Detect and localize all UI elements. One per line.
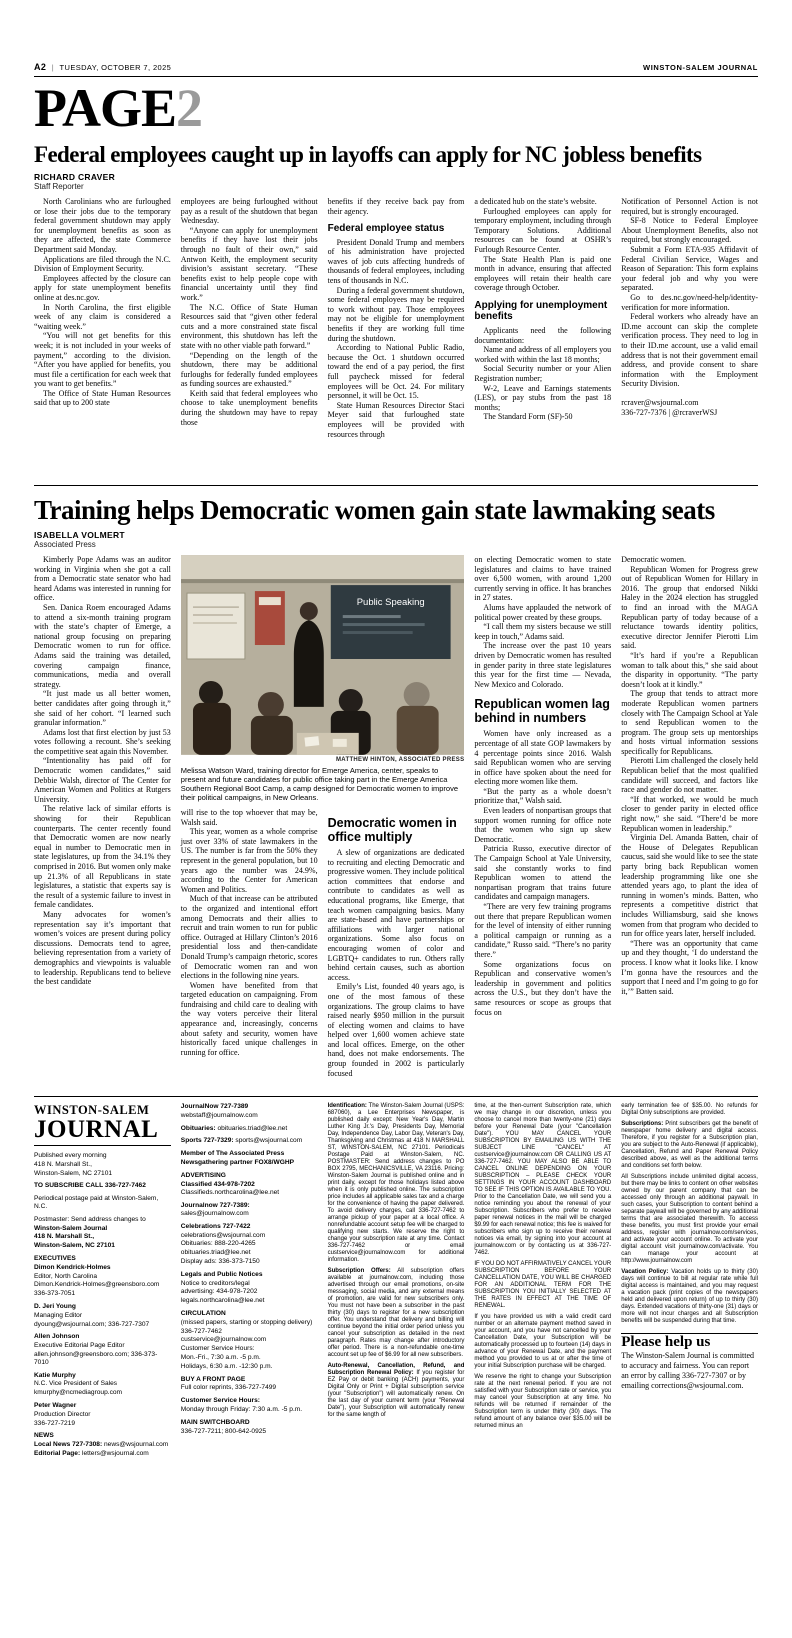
text-line: Applicants need the following documentation: bbox=[474, 325, 612, 345]
text-line: Celebrations 727-7422 bbox=[180, 1222, 251, 1230]
photo-screen-text: Public Speaking bbox=[356, 597, 425, 609]
column-text bbox=[34, 197, 171, 408]
reporter-phone: 336-727-7376 | @rcraverWSJ bbox=[621, 407, 718, 417]
text-line: 336-727-7219 bbox=[34, 1419, 76, 1427]
text-line: Applications are filed through the N.C. Division of Employment Security. bbox=[34, 254, 171, 274]
text-line: Full color reprints, 336-727-7499 bbox=[180, 1384, 277, 1392]
text-line: Katie Murphy bbox=[34, 1371, 76, 1379]
text-line: Alums have applauded the network of political power created by these groups. bbox=[474, 602, 612, 622]
text-line: Patricia Russo, executive director of The Campaign School at Yale University, said she constantly works to find Republican women to attend the nonpartisan program that trains future candidates and campaign managers. bbox=[474, 844, 612, 902]
footer-column-4 bbox=[474, 1103, 611, 1463]
text-line: The State Health Plan is paid one month in advance, ensuring that affected employees will retain their health care coverage through October. bbox=[474, 254, 612, 293]
text-line: Customer Service Hours: bbox=[180, 1345, 255, 1353]
text-line: The N.C. Office of State Human Resources said that “given other federal cuts and a more constrained state fiscal environment, this shutdown has left the state with no other viable path forward.” bbox=[180, 302, 318, 350]
text-line: JournalNow 727-7389 bbox=[180, 1103, 249, 1110]
text-line: “There are very few training programs out there that prepare Republican women for the level of intensity of either running a political campaign or running as a candidate,” Russo said. “There’s no parity there.” bbox=[474, 902, 612, 959]
text-line: Editorial Page: letters@wsjournal.com bbox=[34, 1449, 149, 1457]
text-line: benefits if they receive back pay from their agency. bbox=[327, 197, 465, 216]
text-line: Auto-Renewal, Cancellation, Refund, and Subscription Renewal Policy: If you register for EZ Pay or debit banking (ACH) payments, your Digital Only or Print + Digital subscription service (your "Subscription") will automatically renew. On the last day of your current term (your "Renewal Date"), your Subscription will automatically renew for the same length of bbox=[327, 1363, 465, 1418]
text-line: Pierotti Lim challenged the closely held Republican belief that the most qualified candidate will succeed, and factors like race and gender do not matter. bbox=[621, 756, 758, 795]
text-line: a dedicated hub on the state’s website. bbox=[474, 197, 597, 206]
article1-column-5 bbox=[621, 197, 758, 477]
text-line: If you have provided us with a valid credit card number or an alternate payment method saved in your account, and you have not cancelled by your Cancellation Date, your Subscription will be automatically processed up to fourteen (14) days in advance of your Renewal Date, and the payment method you provided to us at or after the time of your initial Subscription purchase will be charged. bbox=[474, 1314, 612, 1369]
text-line: Peter Wagner bbox=[34, 1401, 77, 1409]
photo-credit: MATTHEW HINTON, ASSOCIATED PRESS bbox=[336, 757, 465, 763]
text-line: The relative lack of similar efforts is showing for their Republican counterparts. The center recently found that Democratic women are now nearly equal in number to Democratic men in state legislatures, up from the 34.1% they comprised in 2016. But women only make up 21.3% of all Republicans in state legislatures, a statistic that experts say is the result of a systemic failure to invest in female candidates. bbox=[34, 804, 171, 910]
footer-section bbox=[181, 1419, 318, 1436]
article1-column-1 bbox=[34, 197, 171, 477]
text-line: Subscription Offers: All subscription offers available at journalnow.com, including those advertised through our email promotions, on-site messaging, social media, and any external means of promotion, are valid for new subscribers only. You must not have been a subscriber in the past thirty (30) days to register for a new subscription offer. You understand that delivery and billing will continue beyond the initial order period unless you cancel your subscription as detailed in the next paragraph. Rates may change after introductory offer period. There is a non-refundable one-time account set up fee of $6.99 for all new subscribers. bbox=[327, 1268, 465, 1358]
footer-section bbox=[34, 1333, 171, 1366]
text-line: A slew of organizations are dedicated to recruiting and electing Democratic and progressive women. They include political action committees that endorse and contribute to candidates as well as educational programs, like Emerge, that teach women campaigning basics. Many are state-based and have partnerships or affiliations with larger national organizations. Some also focus on encouraging women of color and LGBTQ+ candidates to run. Others rally behind certain causes, such as abortion access. bbox=[327, 848, 465, 982]
footer-section-header: Customer Service Hours: bbox=[180, 1397, 260, 1405]
reporter-contact bbox=[621, 398, 758, 418]
text-line: Notification of Personnel Action is not required, but is strongly encouraged. bbox=[621, 197, 758, 216]
text-line: “It just made us all better women, better candidates after going through it,” she said of her cohort. “I learned such granular information.” bbox=[34, 689, 171, 728]
text-line: “I call them my sisters because we still keep in touch,” Adams said. bbox=[474, 622, 612, 641]
text-line: This year, women as a whole comprise just over 33% of state lawmakers in the US. The number is far from the 50% they represent in the general population, but 10 years ago the number was 24.9%, according to the Center for American Women and Politics. bbox=[180, 827, 318, 894]
footer-section bbox=[181, 1202, 318, 1218]
text-line: Notice to creditors/legal bbox=[180, 1279, 250, 1287]
footer-section-header: CIRCULATION bbox=[180, 1309, 226, 1317]
text-line: Go to des.nc.gov/need-help/identity-verification for more information. bbox=[621, 292, 758, 312]
column-text bbox=[474, 326, 611, 422]
article1-subhead-status: Federal employee status bbox=[327, 223, 445, 235]
article2-column-3 bbox=[328, 808, 465, 1078]
text-line: The Standard Form (SF)-50 bbox=[483, 412, 573, 422]
text-line: 336-727-7211; 800-642-0925 bbox=[180, 1427, 267, 1435]
text-line: webstaff@journalnow.com bbox=[180, 1111, 258, 1119]
text-line: “If that worked, we would be much closer to gender parity in elected office right now,” she said. “There’d be more Republican women in leadership.” bbox=[621, 794, 758, 833]
footer-section bbox=[181, 1376, 318, 1393]
text-line: Executive Editorial Page Editor bbox=[34, 1342, 125, 1350]
footer-logo-top: WINSTON-SALEM bbox=[34, 1103, 150, 1117]
text-line: Obituaries: obituaries.triad@lee.net bbox=[180, 1124, 288, 1132]
text-line: 418 N. Marshall St., bbox=[34, 1233, 95, 1241]
text-line: Member of The Associated Press bbox=[180, 1150, 285, 1158]
red-banner bbox=[255, 591, 285, 645]
text-line: “Intentionality has paid off for Democratic women candidates,” said Debbie Walsh, director of The Center for American Women and Politics at Rutgers University. bbox=[34, 756, 171, 804]
footer-legal-cancellation bbox=[474, 1103, 611, 1430]
text-line: We reserve the right to change your Subscription rate at the next renewal period. If you are not satisfied with your Subscription rate or service, you may cancel your Subscription at any time. No refunds will be returned if remainder of the Subscription term is under thirty (30) days. The refund amount of any balance over $35.00 will be returned minus an bbox=[474, 1374, 612, 1429]
text-line: Democratic women. bbox=[621, 555, 687, 564]
byline-author: RICHARD CRAVER bbox=[34, 172, 116, 182]
text-line: Social Security number or your Alien Registration number; bbox=[474, 364, 612, 383]
footer-section-header: Legals and Public Notices bbox=[180, 1270, 263, 1278]
article2-subhead-democratic: Democratic women in office multiply bbox=[327, 816, 457, 844]
text-line: dyoung@wsjournal.com; 336-727-7307 bbox=[34, 1320, 150, 1328]
footer-section-header: ADVERTISING bbox=[180, 1171, 226, 1179]
projection-screen bbox=[331, 585, 451, 659]
text-line: “You will not get benefits for this week; it is not included in your weeks of payment,” according to the division. “After you have applied for benefits, you must file a certification for each week that you want to get benefits.” bbox=[34, 331, 171, 389]
text-line: Sports 727-7329: sports@wsjournal.com bbox=[180, 1137, 303, 1145]
text-line: custservice@journalnow.com bbox=[180, 1336, 267, 1344]
text-line: Many advocates for women’s representation say it’s important that women’s voices are present during policy discussions. Democrats tend to agree, believing representation from a variety of demographics and viewpoints is valuable to leadership. Republicans tend to believe the best candidate bbox=[34, 909, 171, 987]
text-line: State Human Resources Director Staci Meyer said that furloughed state employees will be provided with resources through bbox=[327, 400, 465, 439]
text-line: N.C. Vice President of Sales bbox=[34, 1380, 118, 1388]
text-line: North Carolinians who are furloughed or lose their jobs due to the temporary federal government shutdown may apply for unemployment benefits as soon as they are affected, the state Commerce Department said Monday. bbox=[34, 197, 171, 254]
footer-section bbox=[34, 1182, 171, 1190]
text-line: Winston-Salem, NC 27101 bbox=[34, 1242, 115, 1250]
text-line: celebrations@wsjournal.com bbox=[180, 1231, 266, 1239]
footer-section-header: BUY A FRONT PAGE bbox=[180, 1375, 246, 1383]
text-line: allen.johnson@greensboro.com; 336-373-7010 bbox=[34, 1350, 158, 1366]
column-text bbox=[181, 808, 318, 1057]
text-line: Obituaries: 888-220-4265 bbox=[180, 1240, 256, 1248]
folio-separator: | bbox=[51, 63, 55, 72]
text-line: will rise to the top whoever that may be, Walsh said. bbox=[180, 808, 318, 827]
text-line: In North Carolina, the first eligible week of any claim is considered a “waiting week.” bbox=[34, 302, 171, 331]
column-text bbox=[474, 555, 611, 689]
text-line: Some organizations focus on Republican and conservative women’s leadership in government and politics across the U.S., but they don’t have the same resources or scope as groups that focus on bbox=[474, 959, 612, 1017]
article1-column-2 bbox=[181, 197, 318, 477]
text-line: “There was an opportunity that came up and they thought, ‘I do understand the process. I know what it looks like. I know I’m gonna have the resources and the support that I need and I’m going to go for it,’” Batten said. bbox=[621, 938, 758, 996]
text-line: “Anyone can apply for unemployment benefits if they have lost their jobs through no fault of their own,” said Antwon Keith, the employment security division’s assistant secretary. “These benefits exist to help people cope with financial uncertainty until they find work.” bbox=[180, 225, 318, 302]
text-line: obituaries.triad@lee.net bbox=[180, 1249, 251, 1257]
text-line: Monday through Friday: 7:30 a.m. -5 p.m. bbox=[180, 1405, 303, 1413]
text-line: Periodical postage paid at Winston-Salem, N.C. bbox=[34, 1195, 159, 1210]
footer-section bbox=[181, 1271, 318, 1305]
text-line: (missed papers, starting or stopping delivery) bbox=[180, 1318, 313, 1326]
text-line: Journalnow 727-7389: sales@journalnow.com bbox=[180, 1202, 250, 1217]
text-line: Classified 434-978-7202 bbox=[180, 1180, 255, 1188]
text-line: 336-373-7051 bbox=[34, 1290, 76, 1298]
column-text bbox=[621, 555, 758, 996]
text-line: on electing Democratic women to state legislatures and claims to have trained over 6,500 women, with around 1,200 currently serving in office. It has branches in 27 states. bbox=[474, 555, 612, 603]
please-help-us-text: The Winston-Salem Journal is committed to accuracy and fairness. You can report an error by calling 336-727-7307 or by emailing corrections@wsjournal.com. bbox=[621, 1350, 755, 1390]
footer-section bbox=[181, 1223, 318, 1266]
text-line: Allen Johnson bbox=[34, 1333, 80, 1341]
article2-column-4 bbox=[474, 555, 611, 1090]
column-text bbox=[621, 197, 758, 389]
footer-section bbox=[34, 1432, 171, 1457]
text-line: The increase over the past 10 years driven by Democratic women has resulted in gender parity in three state legislatures this year for the first time — Nevada, New Mexico and Colorado. bbox=[474, 641, 612, 689]
text-line: Mon.-Fri., 7:30 a.m. -5 p.m. bbox=[180, 1353, 261, 1361]
text-line: Kimberly Pope Adams was an auditor working in Virginia when she got a call from a Democratic state senator who had heard Adams was interested in running for office. bbox=[34, 555, 171, 603]
text-line: Managing Editor bbox=[34, 1311, 83, 1319]
footer-logo bbox=[34, 1103, 171, 1146]
text-line: 336-727-7462 bbox=[180, 1327, 222, 1335]
footer-logo-bottom: JOURNAL bbox=[34, 1117, 171, 1146]
footer-section bbox=[181, 1137, 318, 1145]
text-line: SF-8 Notice to Federal Employee About Unemployment Benefits, also not required, but strongly encouraged. bbox=[621, 216, 758, 245]
text-line: Local News 727-7308: news@wsjournal.com bbox=[34, 1441, 169, 1449]
article1-body bbox=[34, 197, 758, 477]
column-text bbox=[474, 729, 611, 1017]
text-line: employees are being furloughed without pay as a result of the shutdown that began Wednesday. bbox=[180, 197, 318, 226]
text-line: Published every morning bbox=[34, 1152, 107, 1159]
byline-role: Associated Press bbox=[34, 540, 96, 549]
text-line: Postmaster: Send address changes to bbox=[34, 1215, 146, 1223]
text-line: Federal workers who already have an ID.me account can skip the complete verification process. They need to log in to their ID.me account, use a valid email address that is not their government email address, and provide consent to share information with the Employment Security Division. bbox=[621, 312, 758, 389]
page-number: A2 bbox=[34, 62, 47, 72]
text-line: President Donald Trump and members of his administration have projected waves of job cuts affecting hundreds of thousands of federal employees, including tens of thousands in N.C. bbox=[327, 237, 465, 286]
text-line: “Depending on the length of the shutdown, there may be additional furloughs for federally funded employees as funding sources are exhausted.” bbox=[180, 350, 318, 389]
byline-author: ISABELLA VOLMERT bbox=[34, 530, 125, 540]
text-line: Republican Women for Progress grew out of Republican Women for Hillary in 2016. The group that endorsed Nikki Haley in the 2024 election has struggled to find an inroad with the MAGA Republican party of today because of a reluctance towards identity politics, executive director Jennifer Pierotti Lim said. bbox=[621, 564, 758, 651]
text-line: Virginia Del. Amanda Batten, chair of the House of Delegates Republican caucus, said she would like to see the state party bring back Republican women leadership programming like one she attended years ago, to plant the idea of running in women’s minds. Batten, who represents a competitive district that includes Williamsburg, said she knows women from that program who decided to run for office years later, herself included. bbox=[621, 833, 758, 939]
text-line: Sen. Danica Roem encouraged Adams to attend a six-month training program with the state’s chapter of Emerge, a national group focusing on preparing Democratic women to run for office. Adams said the training was detailed, covering campaign finance, communications, media and overall strategy. bbox=[34, 602, 171, 689]
article1-subhead-applying: Applying for unemployment benefits bbox=[474, 299, 608, 323]
text-line: early termination fee of $35.00. No refunds for Digital Only subscriptions are provided. bbox=[621, 1103, 758, 1116]
whiteboard bbox=[187, 593, 245, 659]
footer-legal-subscriptions bbox=[621, 1103, 758, 1325]
text-line: Subscriptions: Print subscribers get the benefit of newspaper home delivery and digital access. Therefore, if you register for a Subscription plan, you are subject to the Auto-Renewal (if applicable), Cancellation, Refund and Paper Renewal Policy described above, as well as the additional terms and conditions set forth below. bbox=[621, 1121, 758, 1169]
text-line: Adams lost that first election by just 53 votes following a recount. She’s seeking the competitive seat again this November. bbox=[34, 727, 171, 756]
text-line: During a federal government shutdown, some federal employees may be required to work without pay. Those employees may not be eligible for unemployment benefits if they are working full time during the shutdown. bbox=[327, 285, 465, 343]
text-line: Classifieds.northcarolina@lee.net bbox=[180, 1189, 280, 1197]
page-date: TUESDAY, OCTOBER 7, 2025 bbox=[59, 63, 172, 72]
text-line: legals.northcarolina@lee.net bbox=[180, 1297, 265, 1305]
text-line: advertising: 434-978-7202 bbox=[180, 1288, 258, 1296]
text-line: W-2, Leave and Earnings statements (LES), or pay stubs from the past 18 months; bbox=[474, 383, 612, 412]
footer-section bbox=[34, 1402, 171, 1427]
text-line: IF YOU DO NOT AFFIRMATIVELY CANCEL YOUR SUBSCRIPTION BEFORE YOUR CANCELLATION DATE, YOU WILL BE CHARGED FOR AN ADDITIONAL TERM FOR THE SUBSCRIPTION YOU INITIALLY SELECTED AT THE RATES IN EFFECT AT THE TIME OF RENEWAL. bbox=[474, 1261, 612, 1309]
please-help-us-title: Please help us bbox=[621, 1334, 711, 1350]
article2-column-2 bbox=[181, 808, 318, 1078]
article-democratic-women bbox=[34, 485, 758, 1090]
column-text bbox=[34, 555, 171, 987]
footer-column-3 bbox=[328, 1103, 465, 1463]
article2-column-1 bbox=[34, 555, 171, 1090]
footer-column-1 bbox=[34, 1103, 171, 1463]
text-line: Women have benefited from that targeted education on campaigning. From fundraising and child care to dealing with the way voters perceive their literal appearance and, increasingly, concerns about safety and security, women have historically faced unique challenges in running for office. bbox=[180, 980, 318, 1057]
footer-section bbox=[181, 1172, 318, 1197]
footer-section bbox=[181, 1397, 318, 1414]
text-line: Holidays, 6:30 a.m. -12:30 p.m. bbox=[180, 1362, 273, 1370]
text-line: time, at the then-current Subscription rate, which we may change in our discretion, unless you choose to cancel more than twenty-one (21) days before your Renewal Date (your "Cancellation Date"). YOU MAY CANCEL YOUR SUBSCRIPTION BY EMAILING US WITH THE SUBJECT LINE "CANCEL" AT custservice@journalnow.com OR CALLING US AT 336-727-7462. YOU MAY ALSO BE ABLE TO CANCEL ONLINE DEPENDING ON YOUR SUBSCRIPTION – PLEASE CHECK YOUR SETTINGS IN YOUR ACCOUNT DASHBOARD TO SEE IF THIS OPTION IS AVAILABLE TO YOU. Prior to the Cancellation Date, we will send you a notice reminding you about the renewal of your Subscription. Subscribers who prefer to receive paper renewal notices in the mail will be charged $9.99 for each renewal notice; this fee is waived for subscribers who sign up to receive their renewal notices via email, by signing into your account at journalnow.com or by contacting us at 336-727-7462. bbox=[474, 1103, 612, 1256]
footer-section bbox=[181, 1125, 318, 1133]
text-line: TO SUBSCRIBE CALL 336-727-7462 bbox=[34, 1182, 146, 1190]
text-line: Identification: The Winston-Salem Journal (USPS: 687060), a Lee Enterprises Newspaper, is published daily except: New Year's Day, Martin Luther King Jr.'s Day, Presidents Day, Memorial Day, Independence Day, Labor Day, Veteran's Day, Thanksgiving and Christmas at 418 N MARSHALL ST, WINSTON-SALEM, NC 27101. Periodicals Postage Paid at Winston-Salem, NC. POSTMASTER: Send address changes to PO BOX 2795, MECHANICSVILLE, VA 23116. Pricing: Winston-Salem Journal is published online and in print daily, except for those holidays listed above when it is only published online. The subscription price includes all applicable sales tax and a charge for the convenience of having the paper delivered. To avoid delivery charges, call 336-727-7462 to arrange pickup of your paper at a local office. A nonrefundable account setup fee will be charged to qualifying new starts. We reserve the right to change your subscription rate at any time. Contact 336-727-7462 or email custservice@journalnow.com for additional information. bbox=[327, 1103, 465, 1263]
text-line: Vacation Policy: Vacation holds up to thirty (30) days will continue to bill at regular rate while full digital access is maintained, and you may request a vacation pack (print copies of the newspapers held and delivered upon return) of up to thirty (30) days. Extended vacations of thirty-one (31) days or more will not incur charges and all Subscription benefits will be suspended during that time. bbox=[621, 1269, 758, 1324]
please-help-us-box bbox=[621, 1333, 758, 1391]
footer-section bbox=[181, 1150, 318, 1167]
text-line: The Office of State Human Resources said that up to 200 state bbox=[34, 388, 171, 408]
text-line: Women have only increased as a percentage of all state GOP lawmakers by 4 percentage points since 2016. Walsh said Republican women who are serving in office have spoken about the need for electing more women like them. bbox=[474, 729, 612, 787]
text-line: Dimon Kendrick-Holmes bbox=[34, 1263, 111, 1271]
footer-section bbox=[34, 1255, 171, 1298]
text-line: Employees affected by the closure can apply for state unemployment benefits online at des.nc.gov. bbox=[34, 273, 171, 302]
masthead-footer bbox=[34, 1096, 758, 1463]
text-line: Keith said that federal employees who choose to take unemployment benefits during the shutdown may have to repay those bbox=[180, 388, 318, 427]
masthead-number: 2 bbox=[176, 78, 202, 138]
text-line: “But the party as a whole doesn’t prioritize that,” Walsh said. bbox=[474, 786, 612, 806]
footer-section-header: MAIN SWITCHBOARD bbox=[180, 1418, 250, 1426]
text-line: Emily’s List, founded 40 years ago, is one of the most famous of these organizations. The group claims to have raised nearly $950 million in the pursuit of electing women and claims to have helped over 1,600 women achieve state and local offices. Emerge, on the other hand, does not make endorsements. The group founded in 2002 is particularly focused bbox=[327, 982, 465, 1078]
article1-column-3 bbox=[328, 197, 465, 477]
text-line: Even leaders of nonpartisan groups that support women running for office note that the women who sign up skew Democratic. bbox=[474, 806, 612, 844]
article-federal-benefits bbox=[34, 141, 758, 477]
section-masthead bbox=[34, 80, 758, 136]
footer-column-5 bbox=[621, 1103, 758, 1463]
text-line: Production Director bbox=[34, 1410, 91, 1418]
article2-column-5 bbox=[621, 555, 758, 1090]
page-folio bbox=[34, 62, 758, 77]
footer-section bbox=[181, 1310, 318, 1371]
footer-contacts bbox=[181, 1103, 318, 1435]
footer-section bbox=[34, 1195, 171, 1211]
column-text bbox=[181, 197, 318, 427]
photo-illustration bbox=[181, 555, 465, 755]
article1-headline: Federal employees caught up in layoffs can apply for NC jobless benefits bbox=[34, 142, 702, 167]
folio-left bbox=[34, 62, 171, 72]
footer-section bbox=[34, 1372, 171, 1397]
text-line: Winston-Salem, NC 27101 bbox=[34, 1169, 113, 1177]
footer-legal-identification bbox=[328, 1103, 465, 1419]
text-line: D. Jeri Young bbox=[34, 1302, 76, 1310]
text-line: Submit a Form ETA-935 Affidavit of Federal Civilian Service, Wages and Reason of Separation: This form explains your federal job and why you were separated. bbox=[621, 244, 758, 293]
text-line: Editor, North Carolina bbox=[34, 1272, 98, 1280]
footer-section-header: NEWS bbox=[34, 1432, 54, 1440]
article1-column-4 bbox=[474, 197, 611, 477]
text-line: kmurphy@ncmediagroup.com bbox=[34, 1389, 123, 1397]
text-line: Name and address of all employers you worked with within the last 18 months; bbox=[474, 345, 612, 364]
text-line: Much of that increase can be attributed to the organized and intentional effort among Democrats and their allies to recruit and train women to run for public office. Outraged at Hillary Clinton’s 2016 presidential loss and then-candidate Donald Trump’s campaign rhetoric, scores of Democratic women ran and won elections in the following nine years. bbox=[180, 894, 318, 981]
footer-section bbox=[34, 1152, 171, 1177]
article2-photo-and-text bbox=[181, 555, 465, 1090]
text-line: The group that tends to attract more moderate Republican women partners closely with The Campaign School at Yale to send Republican women to the program. The group sets up mentorships and hosts virtual information sessions specifically for Republicans. bbox=[621, 689, 758, 756]
column-text bbox=[328, 197, 465, 216]
text-line: According to National Public Radio, because the Oct. 1 shutdown occurred toward the end of a pay period, the first full paycheck missed for federal employees will be Oct. 24. For military personnel, it will be Oct. 15. bbox=[327, 343, 465, 401]
text-line: Newsgathering partner FOX8/WGHP bbox=[180, 1158, 295, 1166]
photo-figcaption bbox=[181, 757, 465, 802]
article2-byline bbox=[34, 530, 758, 549]
paper-name: WINSTON-SALEM JOURNAL bbox=[643, 63, 758, 72]
footer-section bbox=[34, 1303, 171, 1328]
column-text bbox=[328, 238, 465, 439]
text-line: “It’s hard if you’re a Republican woman to talk about this,” she said about the disparity in opportunity. “The party doesn’t look at it kindly.” bbox=[621, 650, 758, 689]
article2-headline: Training helps Democratic women gain state lawmaking seats bbox=[34, 495, 715, 525]
column-text bbox=[328, 848, 465, 1078]
article2-body bbox=[34, 555, 758, 1090]
footer-section bbox=[181, 1103, 318, 1120]
footer-section bbox=[34, 1216, 171, 1250]
footer-column-2 bbox=[181, 1103, 318, 1463]
footer-publisher-info bbox=[34, 1152, 171, 1458]
column-text bbox=[474, 197, 611, 293]
text-line: Dimon.Kendrick-Holmes@greensboro.com bbox=[34, 1281, 160, 1289]
text-line: Display ads: 336-373-7150 bbox=[180, 1257, 260, 1265]
article1-byline bbox=[34, 172, 758, 191]
text-line: Winston-Salem Journal bbox=[34, 1224, 108, 1232]
text-line: Furloughed employees can apply for temporary employment, including through Temporary Solutions. Additional resources can be found at OSHR’s Furlough Resource Center. bbox=[474, 206, 612, 254]
text-line: 418 N. Marshall St., bbox=[34, 1160, 92, 1168]
byline-role: Staff Reporter bbox=[34, 182, 84, 191]
footer-section-header: EXECUTIVES bbox=[34, 1254, 76, 1262]
article2-photo bbox=[181, 555, 465, 802]
photo-caption: Melissa Watson Ward, training director for Emerge America, center, speaks to present and future candidates for public office taking part in the Emerge America Southern Regional Boot Camp, a camp designed for Democratic women to improve their political campaigns, in New Orleans. bbox=[180, 766, 459, 802]
reporter-email: rcraver@wsjournal.com bbox=[621, 397, 699, 407]
article2-subhead-republican: Republican women lag behind in numbers bbox=[474, 697, 610, 726]
masthead-word: PAGE bbox=[34, 78, 176, 138]
text-line: All Subscriptions include unlimited digital access, but there may be links to content on other websites owned by our parent company that can be accessed only through an additional paywall. In such cases, your Subscription to content behind a separate paywall will be governed by any additional terms that are associated therewith. To access these benefits, you must first provide your email address, register with journalnow.com/services, and activate your account online. To activate your digital account visit journalnow.com/activate. You can manage your account at http://www.journalnow.com bbox=[621, 1174, 758, 1264]
article2-mid-columns bbox=[181, 808, 465, 1078]
table-and-papers bbox=[297, 733, 359, 755]
